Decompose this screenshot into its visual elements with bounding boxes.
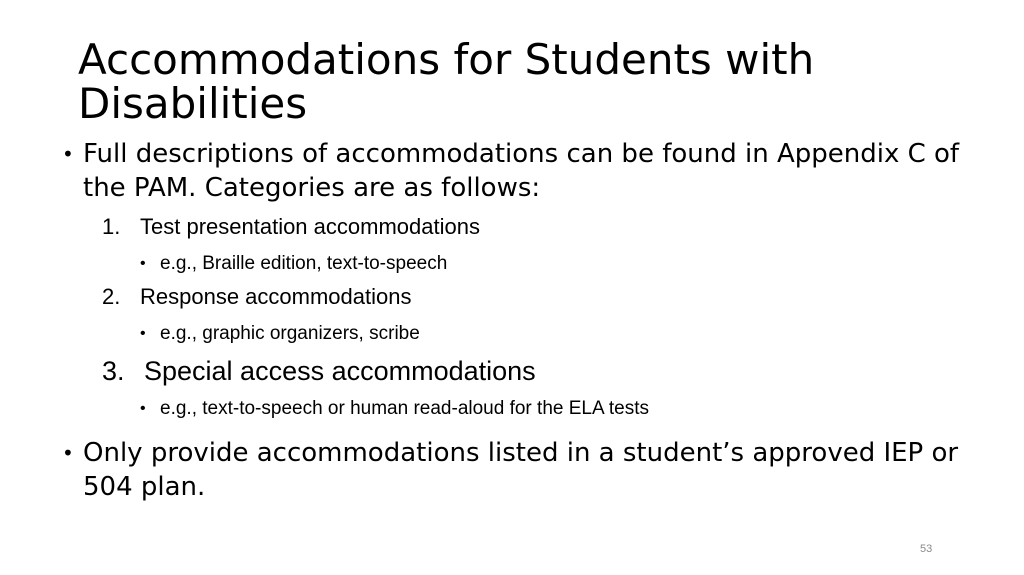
category-example-text: e.g., Braille edition, text-to-speech [160,253,448,274]
slide-number: 53 [920,543,933,555]
bullet-text: Only provide accommodations listed in a student’s approved IEP or 504 plan. [83,438,959,502]
category-label: Special access accommodations [144,356,536,386]
category-label: Test presentation accommodations [140,214,480,239]
sub-bullet-icon: • [140,255,146,272]
bullet-icon: • [62,142,74,166]
category-example-text: e.g., graphic organizers, scribe [160,323,420,344]
bullet-icon: • [62,441,74,465]
bullet-text: Full descriptions of accommodations can be found in Appendix C of the PAM. Categories are as follows: [83,139,960,203]
sub-bullet-icon: • [140,325,146,342]
sub-bullet-icon: • [140,400,146,417]
category-example-text: e.g., text-to-speech or human read-aloud for the ELA tests [160,398,649,419]
category-number: 3. [102,356,125,386]
slide-title: Accommodations for Students with Disabilities [78,35,815,128]
category-number: 2. [102,284,121,309]
category-number: 1. [102,214,121,239]
category-label: Response accommodations [140,284,412,309]
